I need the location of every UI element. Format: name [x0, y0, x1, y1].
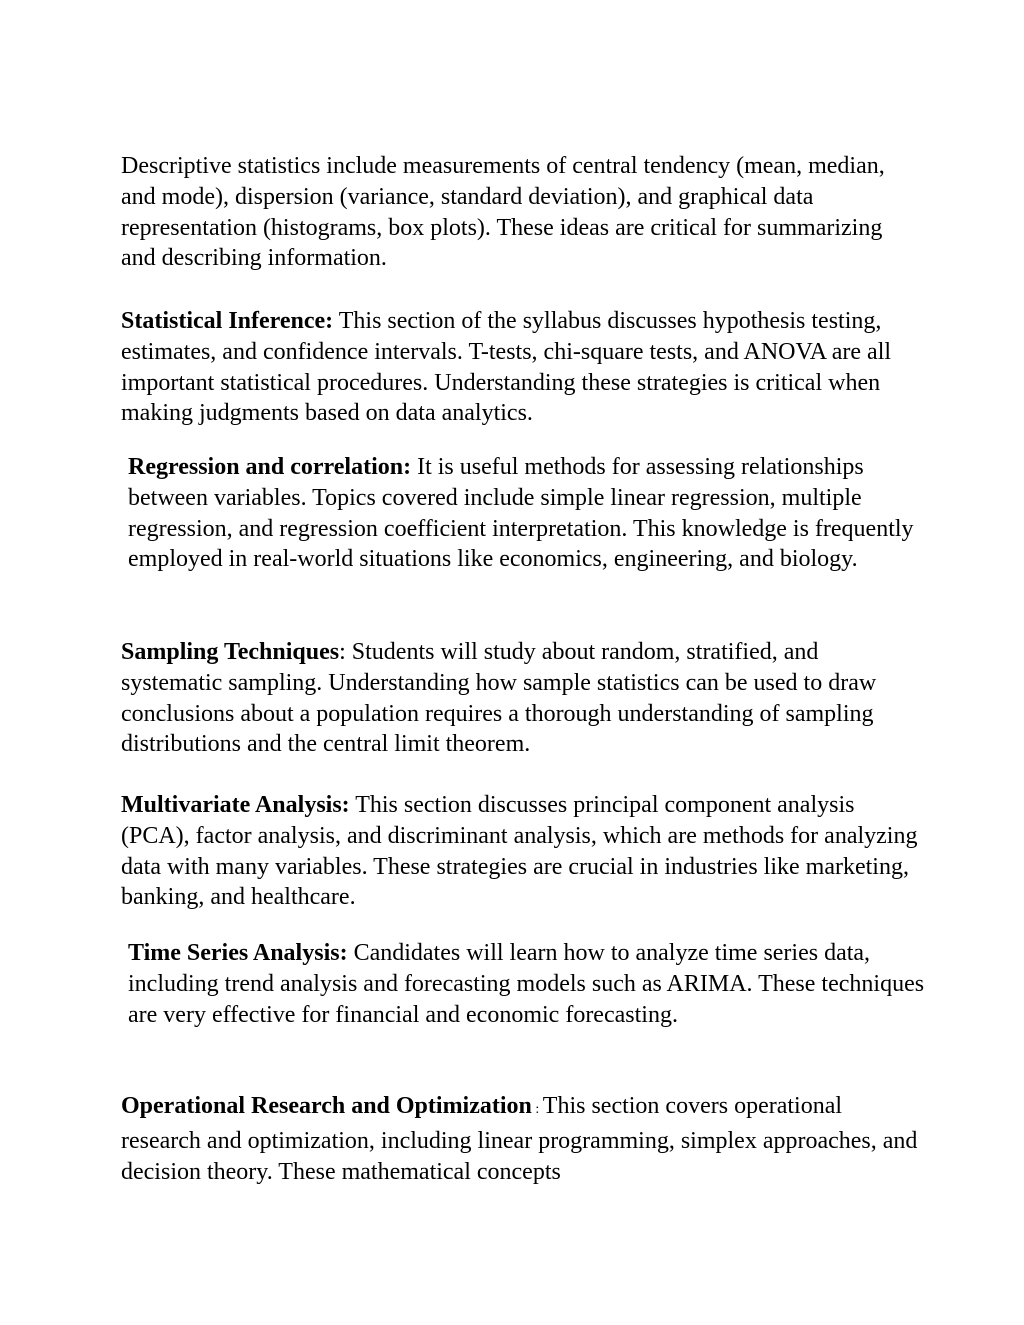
paragraph-heading: Regression and correlation: [128, 454, 412, 480]
paragraph-heading: Operational Research and Optimization [121, 1093, 532, 1119]
paragraph-statistical-inference [121, 306, 921, 429]
paragraph-multivariate-analysis [121, 790, 921, 913]
paragraph-heading: Statistical Inference: [121, 308, 334, 334]
paragraph-heading: Multivariate Analysis: [121, 792, 350, 818]
paragraph-descriptive-statistics [121, 151, 921, 274]
paragraph-body: This section of the syllabus discusses hypothesis testing, estimates, and confidence intervals. T-tests, chi-square tests, and ANOVA are all important statistical procedures. Understanding these strategies is critical when making judgments based on data analytics. [121, 308, 892, 427]
paragraph-heading: Time Series Analysis: [128, 940, 348, 966]
paragraph-body: Candidates will learn how to analyze time series data, including trend analysis and forecasting models such as ARIMA. These techniques are very effective for financial and economic forecasting. [128, 940, 925, 1028]
paragraph-body: This section covers operational research and optimization, including linear programming, simplex approaches, and decision theory. These mathematical concepts [121, 1093, 918, 1185]
paragraph-sampling-techniques [121, 637, 921, 760]
heading-separator: : [531, 1102, 543, 1117]
paragraph-operational-research [121, 1091, 921, 1187]
paragraph-body: : Students will study about random, stratified, and systematic sampling. Understanding how sample statistics can be used to draw conclusions about a population requires a thorough understanding of sampling distributions and the central limit theorem. [121, 639, 877, 758]
paragraph-body: This section discusses principal component analysis (PCA), factor analysis, and discriminant analysis, which are methods for analyzing data with many variables. These strategies are crucial in industries like marketing, banking, and healthcare. [121, 792, 918, 911]
paragraph-regression-correlation [121, 452, 928, 575]
paragraph-body: It is useful methods for assessing relationships between variables. Topics covered include simple linear regression, multiple regression, and regression coefficient interpretation. This knowledge is frequently employed in real-world situations like economics, engineering, and biology. [128, 454, 914, 573]
paragraph-time-series-analysis [121, 938, 928, 1030]
paragraph-heading: Sampling Techniques [121, 639, 340, 665]
paragraph-body: Descriptive statistics include measurements of central tendency (mean, median, and mode), dispersion (variance, standard deviation), and graphical data representation (histograms, box plots). These ideas are critical for summarizing and describing information. [121, 153, 885, 272]
